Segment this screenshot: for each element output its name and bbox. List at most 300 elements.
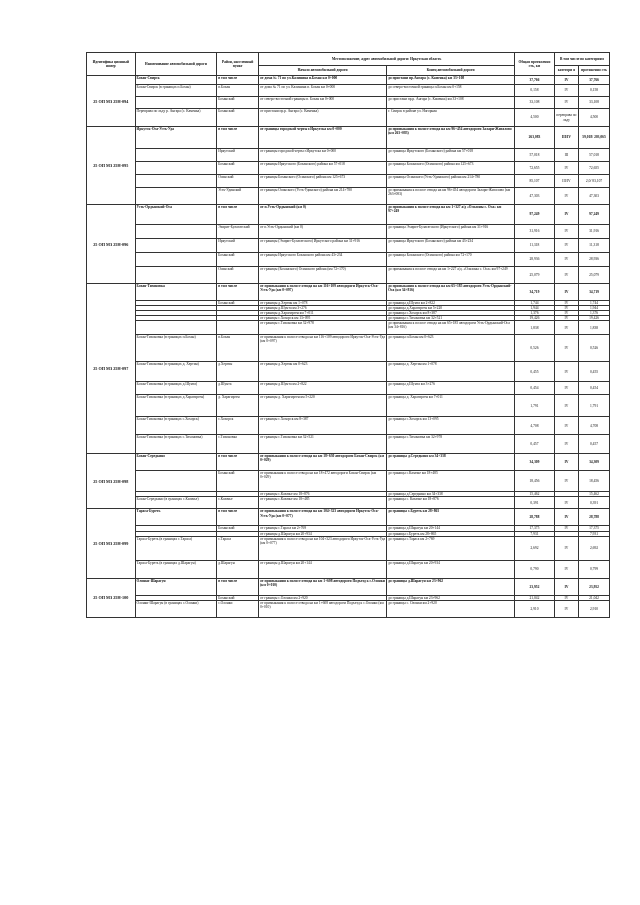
road-name-cell: Тараса-Буреть — [135, 509, 217, 526]
end-cell: до границы с.Тихоновка км 32+521 — [387, 316, 515, 321]
category-length-cell: 15,462 — [579, 492, 610, 497]
road-row-main — [87, 205, 610, 225]
start-cell: от границы с.Хохорск км 8+387 — [259, 417, 387, 435]
total-length-cell: 2,910 — [515, 600, 555, 617]
road-name-cell: Усть-Ордынский-Оса — [135, 205, 217, 225]
end-cell: г. Свирск в районе ул. Нагорная — [387, 109, 515, 127]
district-cell: в том числе — [217, 76, 259, 85]
category-length-cell: 28,788 — [579, 509, 610, 526]
road-name-cell — [135, 149, 217, 162]
road-row — [87, 471, 610, 492]
category-cell: IV — [554, 595, 578, 600]
category-cell: IV — [554, 362, 578, 382]
end-cell: до пристани пр.Ангара (с. Каменка) км 33+108 — [387, 76, 515, 85]
road-name-cell: Тараса-Буреть (в границах д.Шарагун) — [135, 560, 217, 578]
road-row — [87, 362, 610, 382]
category-cell: IV — [554, 316, 578, 321]
category-cell: IV — [554, 454, 578, 471]
total-length-cell: 0,790 — [515, 560, 555, 578]
end-cell: до границы д.Шарагун км 20+934 — [387, 560, 515, 578]
road-row — [87, 85, 610, 97]
header-location: Местоположение, адрес автомобильной дороги: Иркутская область — [259, 53, 515, 66]
total-length-cell: 2,692 — [515, 536, 555, 560]
road-name-cell: Бохан-Тихоновка (в границах д.Харагирген) — [135, 395, 217, 417]
category-length-cell: 4,708 — [579, 417, 610, 435]
total-length-cell: 72,655 — [515, 162, 555, 175]
category-length-cell: 7,931 — [579, 531, 610, 536]
total-length-cell: 85,107 — [515, 175, 555, 188]
district-cell: Эхирит-Булагатский — [217, 225, 259, 239]
category-length-cell: 0,799 — [579, 560, 610, 578]
road-name-cell: Бохан-Середкино (в границах с.Казачье) — [135, 497, 217, 509]
category-cell: переправа по льду — [554, 109, 578, 127]
end-cell: до примыкания к полосе отвода на км 65+185 автодороги Усть-Ордынский-Оса (км 34+816) — [387, 321, 515, 335]
start-cell: от пристани пр.р. Ангара (с. Каменка) — [259, 109, 387, 127]
total-length-cell: 4,500 — [515, 109, 555, 127]
road-name-cell: Иркутск-Оса-Усть-Уда — [135, 127, 217, 149]
category-cell: IV — [554, 578, 578, 595]
category-length-cell: 37,766 — [579, 76, 610, 85]
table-body — [87, 76, 610, 618]
road-name-cell: Бохан-Тихоновка (в границах д. Хертин) — [135, 362, 217, 382]
district-cell: в том числе — [217, 509, 259, 526]
header-incl: В том числе по категориям — [554, 53, 609, 66]
end-cell: до границы Осинского (Усть-Удинского) района км 214+780 — [387, 175, 515, 188]
total-length-cell: 37,766 — [515, 76, 555, 85]
category-length-cell: 1,791 — [579, 395, 610, 417]
end-cell: до границы Эхирит-Булагатского (Иркутского) района км 31+916 — [387, 225, 515, 239]
road-row — [87, 162, 610, 175]
road-row — [87, 97, 610, 109]
road-row — [87, 382, 610, 395]
road-row-main — [87, 284, 610, 301]
total-length-cell: 1,791 — [515, 395, 555, 417]
start-cell: от границы д.Шунта км 2+822 — [259, 382, 387, 395]
start-cell: от границы Осинского (Усть-Удинского) района км 214+780 — [259, 188, 387, 205]
start-cell: от границы городской черты г.Иркутска км 0+000 — [259, 127, 387, 149]
header-code: Идентифика ционный номер — [87, 53, 136, 76]
start-cell: от северо-восточной границы п. Бохан км 0+000 — [259, 97, 387, 109]
category-cell: IV — [554, 560, 578, 578]
road-row-main — [87, 454, 610, 471]
end-cell: до границы д.Шунта км 3+276 — [387, 382, 515, 395]
start-cell: от п.Усть-Ордынский (км 0) — [259, 205, 387, 225]
road-row-main — [87, 578, 610, 595]
road-row — [87, 335, 610, 362]
road-name-cell — [135, 471, 217, 492]
total-length-cell: 0,457 — [515, 435, 555, 454]
total-length-cell: 25,079 — [515, 267, 555, 284]
category-length-cell: 97,249 — [579, 205, 610, 225]
road-id-cell: 25 ОП МЗ 25Н-099 — [87, 509, 136, 578]
road-name-cell: Олонки-Шарагун — [135, 578, 217, 595]
district-cell: п.Бохан — [217, 335, 259, 362]
category-cell: IV — [554, 205, 578, 225]
category-cell: IV — [554, 600, 578, 617]
category-length-cell: 28,936 — [579, 253, 610, 267]
category-length-cell: 25,079 — [579, 267, 610, 284]
start-cell: от границы д.Харагирген км 7+011 — [259, 311, 387, 316]
category-length-cell: 0,158 — [579, 85, 610, 97]
district-cell: Боханский — [217, 162, 259, 175]
category-cell: IV — [554, 76, 578, 85]
category-cell: IV — [554, 301, 578, 306]
district-cell: Осинский — [217, 175, 259, 188]
category-length-cell: 0,454 — [579, 382, 610, 395]
total-length-cell: 33,108 — [515, 97, 555, 109]
category-cell: IV — [554, 509, 578, 526]
end-cell: до границы с.Тихоновка км 32+978 — [387, 435, 515, 454]
start-cell: от границы с.Казачье км 18+876 — [259, 492, 387, 497]
district-cell: Боханский — [217, 526, 259, 531]
district-cell: д.Шунта — [217, 382, 259, 395]
road-name-cell — [135, 239, 217, 253]
start-cell: от примыкания к полосе отвода на км 18+472 автодороги Бохан-Свирск (км 0+029) — [259, 471, 387, 492]
category-length-cell: 2,910 — [579, 600, 610, 617]
road-name-cell — [135, 225, 217, 239]
category-cell: IV — [554, 526, 578, 531]
district-cell: в том числе — [217, 205, 259, 225]
total-length-cell: 97,249 — [515, 205, 555, 225]
start-cell: от границы с.Тихоновка км 32+978 — [259, 321, 387, 335]
category-length-cell: 47,303 — [579, 188, 610, 205]
road-name-cell — [135, 97, 217, 109]
road-row — [87, 435, 610, 454]
road-id-cell: 25 ОП МЗ 25Н-098 — [87, 454, 136, 509]
road-row-main — [87, 76, 610, 85]
header-length-cat: протяженно сть — [579, 66, 610, 76]
category-length-cell: 2,0/ 83,107 — [579, 175, 610, 188]
total-length-cell: 15,462 — [515, 492, 555, 497]
category-length-cell: 0,457 — [579, 435, 610, 454]
end-cell: до границы д.Шарагун км 23+962 — [387, 595, 515, 600]
district-cell: с.Тихоновка — [217, 435, 259, 454]
category-length-cell: 23,952 — [579, 578, 610, 595]
road-name-cell — [135, 253, 217, 267]
district-cell: в том числе — [217, 454, 259, 471]
road-row — [87, 321, 610, 335]
total-length-cell: 18,456 — [515, 471, 555, 492]
category-length-cell: 19,426 — [579, 316, 610, 321]
district-cell: с.Тараса — [217, 536, 259, 560]
road-row — [87, 109, 610, 127]
category-length-cell: 33,108 — [579, 97, 610, 109]
category-cell: IV — [554, 417, 578, 435]
start-cell: от границы д.Шарагун км 20+934 — [259, 531, 387, 536]
header-name: Наименование автомобильной дороги — [135, 53, 217, 76]
start-cell: от границы с.Олонки км 2+920 — [259, 595, 387, 600]
district-cell: д.Хертин — [217, 362, 259, 382]
end-cell: до примыкания к полосе отвода на км 96+454 автодороги Залари-Жигалово (км 263+083) — [387, 127, 515, 149]
end-cell: до примыкания к полосе отвода на км 1+227 а/д. «Ользоны с. Оса» км 97+249 — [387, 267, 515, 284]
end-cell: до границы д.Шарагун км 20+144 — [387, 526, 515, 531]
end-cell: до границы с. Казачье км 18+876 — [387, 497, 515, 509]
road-name-cell: Тараса-Буреть (в границах с.Тараса) — [135, 536, 217, 560]
total-length-cell: 11,318 — [515, 239, 555, 253]
road-row-main — [87, 127, 610, 149]
start-cell: от границы д.Шунта км 3+276 — [259, 306, 387, 311]
road-row — [87, 225, 610, 239]
start-cell: от границы д.Шарагун км 20+144 — [259, 560, 387, 578]
start-cell: от границы д.Хертин км 1+078 — [259, 301, 387, 306]
category-cell: IV — [554, 395, 578, 417]
start-cell: от границы д.Хертин км 0+623 — [259, 362, 387, 382]
category-length-cell: 17,375 — [579, 526, 610, 531]
header-length: Общая протяженно сть, км — [515, 53, 555, 76]
header-end: Конец автомобильной дороги — [387, 66, 515, 76]
end-cell: до границы д.Середкино км 34+338 — [387, 492, 515, 497]
total-length-cell: 57,018 — [515, 149, 555, 162]
total-length-cell: 0,526 — [515, 335, 555, 362]
category-cell: IV — [554, 188, 578, 205]
start-cell: от границы с.Тараса км 2+769 — [259, 526, 387, 531]
category-cell: III/IV — [554, 127, 578, 149]
category-length-cell: 21,042 — [579, 595, 610, 600]
district-cell: в том числе — [217, 127, 259, 149]
end-cell: до границы д. Хертин км 1+078 — [387, 362, 515, 382]
road-row — [87, 267, 610, 284]
end-cell: до границы Иркутского (Боханского) района км 57+018 — [387, 149, 515, 162]
road-id-cell: 25 ОП МЗ 25Н-097 — [87, 284, 136, 454]
category-cell: IV — [554, 321, 578, 335]
road-name-cell: Бохан-Тихоновка (в границах п.Бохан) — [135, 335, 217, 362]
road-name-cell: Олонки-Шарагун (в границах с.Олонки) — [135, 600, 217, 617]
road-id-cell: 25 ОП МЗ 25Н-094 — [87, 76, 136, 127]
district-cell: в том числе — [217, 578, 259, 595]
road-id-cell: 25 ОП МЗ 25Н-100 — [87, 578, 136, 617]
district-cell: Боханский — [217, 109, 259, 127]
category-length-cell: 31,916 — [579, 225, 610, 239]
category-length-cell: 18,456 — [579, 471, 610, 492]
roads-register-sheet — [86, 52, 610, 618]
roads-table — [86, 52, 610, 618]
total-length-cell: 1,744 — [515, 301, 555, 306]
start-cell: от границы Иркутского (Боханского) района км 57+018 — [259, 162, 387, 175]
end-cell: до границы д.Середкино км 34+338 — [387, 454, 515, 471]
category-length-cell: 0,391 — [579, 497, 610, 509]
road-name-cell — [135, 321, 217, 335]
district-cell: с.Олонки — [217, 600, 259, 617]
category-cell: IV — [554, 335, 578, 362]
end-cell: до северо-восточной границы п.Бохан км 0+158 — [387, 85, 515, 97]
total-length-cell: 34,719 — [515, 284, 555, 301]
end-cell: до границы с.Хохорск км 8+387 — [387, 311, 515, 316]
road-name-cell — [135, 188, 217, 205]
district-cell: Боханский — [217, 301, 259, 306]
category-cell: IV — [554, 97, 578, 109]
category-length-cell: 59,018/ 203,065 — [579, 127, 610, 149]
start-cell: от примыкания к полосе отвода на км 18+630 автодороги Бохан-Свирск (км 0+029) — [259, 454, 387, 471]
start-cell: от границы городской черты г.Иркутска км 0+000 — [259, 149, 387, 162]
road-name-cell: Бохан-Тихоновка — [135, 284, 217, 301]
start-cell: от примыкания к полосе отвода на км 104+323 автодороги Иркутск-Оса-Усть-Уда (км 0+077) — [259, 509, 387, 526]
district-cell: Боханский — [217, 97, 259, 109]
road-row — [87, 239, 610, 253]
end-cell: до примыкания к полосе отвода на км 1+327 а/д «Ользоны с. Оса» км 97+249 — [387, 205, 515, 225]
district-cell: Иркутский — [217, 149, 259, 162]
category-cell: IV — [554, 284, 578, 301]
start-cell: от границы Иркутского Боханского района км 43+234 — [259, 253, 387, 267]
end-cell: до границы с. Олонки км 2+920 — [387, 600, 515, 617]
total-length-cell: 263,083 — [515, 127, 555, 149]
header-district: Район, населенный пункт — [217, 53, 259, 76]
total-length-cell: 23,952 — [515, 578, 555, 595]
category-cell: IV — [554, 225, 578, 239]
category-length-cell: 0,526 — [579, 335, 610, 362]
road-name-cell: Бохан-Тихоновка (в границах с.Тихоновка) — [135, 435, 217, 454]
end-cell: до границы Боханского (Осинского) района км 72+170 — [387, 253, 515, 267]
total-length-cell: 17,375 — [515, 526, 555, 531]
total-length-cell: 28,788 — [515, 509, 555, 526]
end-cell: до границы с.Казачье км 18+485 — [387, 471, 515, 492]
road-name-cell — [135, 162, 217, 175]
table-header — [87, 53, 610, 76]
category-length-cell: 34,719 — [579, 284, 610, 301]
road-row — [87, 600, 610, 617]
end-cell: до границы Боханского (Осинского) района км 125+673 — [387, 162, 515, 175]
category-length-cell: 11,318 — [579, 239, 610, 253]
start-cell: от примыкания к полосе отвода на км 116+109 автодороги Иркутск-Оса-Усть-Уда (км 0+097) — [259, 335, 387, 362]
category-length-cell: 2,692 — [579, 536, 610, 560]
road-name-cell: Бохан-Свирск (в границах п.Бохан) — [135, 85, 217, 97]
start-cell: от границы с.Казачье км 18+485 — [259, 497, 387, 509]
end-cell: до границы п.Бохан км 0+623 — [387, 335, 515, 362]
end-cell: до примыкания к полосе отвода на км 96+454 автодороги Залари-Жигалово (км 263+083) — [387, 188, 515, 205]
total-length-cell: 47,303 — [515, 188, 555, 205]
total-length-cell: 0,158 — [515, 85, 555, 97]
total-length-cell: 4,708 — [515, 417, 555, 435]
road-name-cell: Бохан-Тихоновка (в границах с.Хохорск) — [135, 417, 217, 435]
end-cell: до границы д.Шарагун км 23+962 — [387, 578, 515, 595]
total-length-cell: 0,454 — [515, 382, 555, 395]
category-cell: IV — [554, 311, 578, 316]
header-category: категори я — [554, 66, 578, 76]
district-cell: п.Бохан — [217, 85, 259, 97]
road-row-main — [87, 509, 610, 526]
start-cell: от дома № 71 по ул.Калинина п.Бохан км 0+000 — [259, 76, 387, 85]
category-cell: IV — [554, 471, 578, 492]
category-cell: IV — [554, 85, 578, 97]
end-cell: до границы с.Буреть км 28+865 — [387, 509, 515, 526]
district-cell: с.Казачье — [217, 497, 259, 509]
start-cell: от примыкания к полосе отвода на км 116+109 автодороги Иркутск-Оса-Усть-Уда (км 0+097) — [259, 284, 387, 301]
category-length-cell: 34,309 — [579, 454, 610, 471]
category-length-cell: 1,744 — [579, 301, 610, 306]
road-row — [87, 188, 610, 205]
end-cell: до границы с.Буреть км 28+865 — [387, 531, 515, 536]
road-name-cell: Бохан-Середкино — [135, 454, 217, 471]
total-length-cell: 21,042 — [515, 595, 555, 600]
total-length-cell: 31,916 — [515, 225, 555, 239]
category-length-cell: 0,455 — [579, 362, 610, 382]
category-cell: IV — [554, 162, 578, 175]
total-length-cell: 1,376 — [515, 311, 555, 316]
end-cell: до границы д. Харагирген км 7+011 — [387, 395, 515, 417]
category-length-cell: 4,500 — [579, 109, 610, 127]
road-row — [87, 417, 610, 435]
road-name-cell — [135, 175, 217, 188]
end-cell: до границы д.Харагирген км 5+220 — [387, 306, 515, 311]
start-cell: от границы Боханского (Осинского) района км 125+673 — [259, 175, 387, 188]
total-length-cell: 28,936 — [515, 253, 555, 267]
total-length-cell: 0,391 — [515, 497, 555, 509]
road-name-cell: Бохан-Свирск — [135, 76, 217, 85]
road-row — [87, 253, 610, 267]
road-row — [87, 175, 610, 188]
category-cell: IV — [554, 267, 578, 284]
category-cell: III/IV — [554, 175, 578, 188]
road-name-cell: Переправа по льду р. Ангара (с. Каменка) — [135, 109, 217, 127]
start-cell: от п.Усть-Ордынский (км 0) — [259, 225, 387, 239]
end-cell: до примыкания к полосе отвода на км 65+185 автодороги Усть-Ордынский-Оса (км 34+816) — [387, 284, 515, 301]
district-cell: д. Харагирген — [217, 395, 259, 417]
total-length-cell: 7,931 — [515, 531, 555, 536]
category-cell: IV — [554, 497, 578, 509]
total-length-cell: 0,455 — [515, 362, 555, 382]
category-length-cell: 1,376 — [579, 311, 610, 316]
district-cell: Усть-Удинский — [217, 188, 259, 205]
start-cell: от границы (Боханского) Осинского района (км 72+170) — [259, 267, 387, 284]
total-length-cell: 1,944 — [515, 306, 555, 311]
district-cell: Осинский — [217, 267, 259, 284]
category-length-cell: 57,018 — [579, 149, 610, 162]
category-cell: III — [554, 149, 578, 162]
total-length-cell: 19,426 — [515, 316, 555, 321]
total-length-cell: 34,309 — [515, 454, 555, 471]
district-cell: Иркутский — [217, 239, 259, 253]
category-length-cell: 1,838 — [579, 321, 610, 335]
district-cell: в том числе — [217, 284, 259, 301]
road-id-cell: 25 ОП МЗ 25Н-096 — [87, 205, 136, 284]
start-cell: от границы д. Харагирген км 5+220 — [259, 395, 387, 417]
district-cell: с.Хохорск — [217, 417, 259, 435]
category-cell: IV — [554, 239, 578, 253]
start-cell: от границы (Эхирит-Булагатского) Иркутского района км 31+916 — [259, 239, 387, 253]
road-row — [87, 560, 610, 578]
road-row — [87, 497, 610, 509]
start-cell: от примыкания к полосе отвода на км 1+608 автодороги Подъезд к с.Олонки (км 0+010) — [259, 578, 387, 595]
category-cell: IV — [554, 435, 578, 454]
district-cell: Боханский — [217, 595, 259, 600]
end-cell: до пристани пр.р. Ангара (с. Каменка) км 33+108 — [387, 97, 515, 109]
district-cell: Боханский — [217, 471, 259, 492]
category-length-cell: 1,944 — [579, 306, 610, 311]
end-cell: до границы д.Шунта км 2+822 — [387, 301, 515, 306]
category-cell: IV — [554, 382, 578, 395]
start-cell: от примыкания к полосе отвода на км 104+323 автодороги Иркутск-Оса-Усть-Уда (км 0+077) — [259, 536, 387, 560]
end-cell: до границы с.Хохорск км 13+095 — [387, 417, 515, 435]
total-length-cell: 1,838 — [515, 321, 555, 335]
start-cell: от границы с.Хохорск км 13+095 — [259, 316, 387, 321]
category-length-cell: 72,655 — [579, 162, 610, 175]
end-cell: до границы Иркутского (Боханского) района км 43+234 — [387, 239, 515, 253]
district-cell: Боханский — [217, 253, 259, 267]
road-row — [87, 536, 610, 560]
start-cell: от границы с.Тихоновка км 32+521 — [259, 435, 387, 454]
start-cell: от примыкания к полосе отвода на км 1+608 автодороги Подъезд к с.Олонки (км 0+010) — [259, 600, 387, 617]
road-name-cell — [135, 267, 217, 284]
end-cell: до границы с.Тараса км 2+769 — [387, 536, 515, 560]
district-cell: д.Шарагун — [217, 560, 259, 578]
road-row — [87, 395, 610, 417]
category-cell: IV — [554, 253, 578, 267]
road-id-cell: 25 ОП МЗ 25Н-095 — [87, 127, 136, 205]
road-row — [87, 149, 610, 162]
district-cell — [217, 321, 259, 335]
start-cell: от дома № 71 по ул. Калинина п. Бохан км 0+000 — [259, 85, 387, 97]
category-cell: IV — [554, 306, 578, 311]
header-start: Начало автомобильной дороги — [259, 66, 387, 76]
